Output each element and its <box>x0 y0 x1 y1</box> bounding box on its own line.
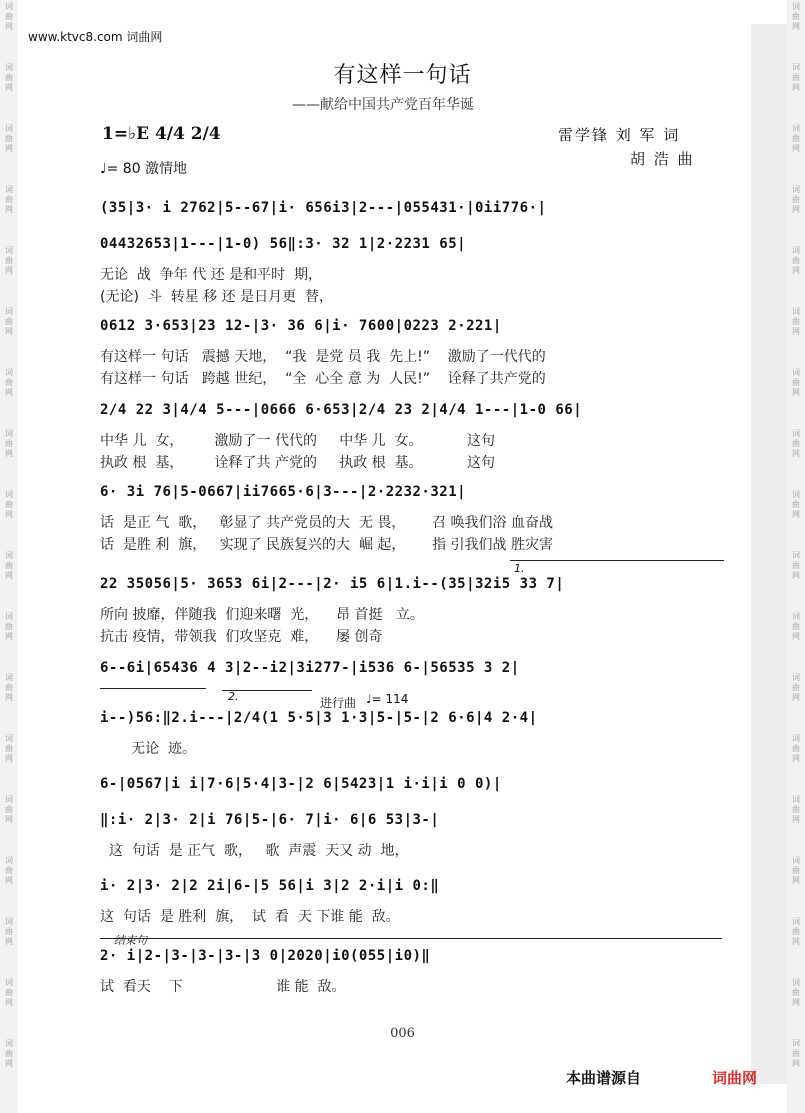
notation-line: 6-|0567|i i|7·6|5·4|3-|2 6|5423|1 i·i|i 0 0)| <box>100 776 502 792</box>
lyric-line: 无论 迹。 <box>100 741 197 757</box>
side-watermark: 词 曲 网 <box>5 856 13 885</box>
side-watermark: 词 曲 网 <box>5 368 13 397</box>
notation-line: i· 2|3· 2|2 2i|6-|5 56|i 3|2 2·i|i 0:‖ <box>100 878 440 894</box>
side-watermark: 词 曲 网 <box>5 246 13 275</box>
composer-credit: 胡 浩 曲 <box>630 150 695 168</box>
song-title: 有这样一句话 <box>333 63 472 88</box>
lyric-line: 试 看天 下 谁 能 敌。 <box>100 979 346 995</box>
side-watermark: 词 曲 网 <box>792 551 800 580</box>
notation-line: (35|3· i 2762|5--67|i· 656i3|2---|055431·|0ii776·| <box>100 200 547 216</box>
side-watermark: 词 曲 网 <box>792 185 800 214</box>
notation-line: 2/4 22 3|4/4 5---|0666 6·653|2/4 23 2|4/4 1---|1-0 66| <box>100 402 583 418</box>
notation-line: 6· 3i 76|5-0667|ii7665·6|3---|2·2232·321| <box>100 484 467 500</box>
side-watermark: 词 曲 网 <box>5 734 13 763</box>
notation-line: 22 35056|5· 3653 6i|2---|2· i5 6|1.i--(35|32i5 33 7| <box>100 576 565 592</box>
tempo-marking: ♩= 80 激情地 <box>100 161 188 177</box>
notation-line: 0612 3·653|23 12-|3· 36 6|i· 7600|0223 2·221| <box>100 318 502 334</box>
side-watermark: 词 曲 网 <box>792 795 800 824</box>
side-watermark: 词 曲 网 <box>792 2 800 31</box>
side-watermark: 词 曲 网 <box>792 368 800 397</box>
notation-line: 6--6i|65436 4 3|2--i2|3i277-|i536 6-|56535 3 2| <box>100 660 520 676</box>
source-text: 本曲谱源自 <box>566 1069 642 1087</box>
lyric-line: (无论) 斗 转星 移 还 是日月更 替， <box>100 289 333 305</box>
page-number: 006 <box>390 1026 415 1041</box>
side-watermark: 词 曲 网 <box>5 63 13 92</box>
side-watermark: 词 曲 网 <box>792 246 800 275</box>
volta-2-marker: 2. <box>228 690 239 703</box>
ending-bracket <box>100 938 722 939</box>
side-watermark: 词 曲 网 <box>792 307 800 336</box>
side-watermark: 词 曲 网 <box>792 429 800 458</box>
volta-bracket-1 <box>510 560 724 561</box>
notation-line: i--)56:‖2.i---|2/4(1 5·5|3 1·3|5-|5-|2 6·6|4 2·4| <box>100 710 538 726</box>
side-watermark: 词 曲 网 <box>792 734 800 763</box>
interlude-tempo: ♩= 114 <box>366 692 409 706</box>
side-watermark: 词 曲 网 <box>792 490 800 519</box>
side-watermark: 词 曲 网 <box>792 856 800 885</box>
song-subtitle: ——献给中国共产党百年华诞 <box>292 97 474 113</box>
side-watermark: 词 曲 网 <box>5 917 13 946</box>
lyric-line: 这 句话 是 正气 歌， 歌 声震 天又 动 地， <box>100 843 409 859</box>
interlude-label: 进行曲 <box>320 696 357 710</box>
site-logo[interactable]: 词曲网 <box>712 1069 758 1087</box>
side-watermark: 词 曲 网 <box>5 551 13 580</box>
side-watermark: 词 曲 网 <box>792 673 800 702</box>
lyric-line: 执政 根 基， 诠释了共 产党的 执政 根 基。 这句 <box>100 455 496 471</box>
side-watermark: 词 曲 网 <box>5 612 13 641</box>
side-watermark: 词 曲 网 <box>5 307 13 336</box>
volta-1-marker: 1. <box>514 562 525 575</box>
lyric-line: 有这样一 句话 震撼 天地， “我 是党 员 我 先上!” 激励了一代代的 <box>100 349 546 365</box>
notation-line: 04432653|1---|1-0) 56‖:3· 32 1|2·2231 65| <box>100 236 467 252</box>
lyricist-credit: 雷学锋 刘 军 词 <box>558 126 681 144</box>
side-watermark: 词 曲 网 <box>5 490 13 519</box>
lyric-line: 无论 战 争年 代 还 是和平时 期， <box>100 267 323 283</box>
side-watermark: 词 曲 网 <box>5 124 13 153</box>
side-watermark: 词 曲 网 <box>5 185 13 214</box>
side-watermark: 词 曲 网 <box>5 795 13 824</box>
side-watermark: 词 曲 网 <box>5 429 13 458</box>
side-watermark: 词 曲 网 <box>5 2 13 31</box>
side-watermark: 词 曲 网 <box>5 1039 13 1068</box>
lyric-line: 话 是胜 利 旗， 实现了 民族复兴的大 崛 起， 指 引我们战 胜灾害 <box>100 537 554 553</box>
lyric-line: 抗击 疫情，带领我 们攻坚克 难， 屡 创奇 <box>100 629 383 645</box>
side-watermark: 词 曲 网 <box>792 978 800 1007</box>
notation-line: ‖:i· 2|3· 2|i 76|5-|6· 7|i· 6|6 53|3-| <box>100 812 440 828</box>
side-watermark: 词 曲 网 <box>5 673 13 702</box>
ending-label: 结束句 <box>114 934 147 947</box>
side-watermark: 词 曲 网 <box>792 124 800 153</box>
side-watermark: 词 曲 网 <box>792 917 800 946</box>
right-shadow-panel <box>751 24 787 1084</box>
side-watermark: 词 曲 网 <box>792 63 800 92</box>
lyric-line: 话 是正 气 歌， 彰显了 共产党员的大 无 畏， 召 唤我们浴 血奋战 <box>100 515 554 531</box>
lyric-line: 所向 披靡，伴随我 们迎来曙 光， 昂 首挺 立。 <box>100 607 424 623</box>
site-url[interactable]: www.ktvc8.com 词曲网 <box>28 30 163 44</box>
side-watermark: 词 曲 网 <box>5 978 13 1007</box>
lyric-line: 中华 儿 女， 激励了一 代代的 中华 儿 女。 这句 <box>100 433 496 449</box>
lyric-line: 有这样一 句话 跨越 世纪， “全 心全 意 为 人民!” 诠释了共产党的 <box>100 371 546 387</box>
side-watermark: 词 曲 网 <box>792 612 800 641</box>
lyric-line: 这 句话 是 胜利 旗， 试 看 天 下谁 能 敌。 <box>100 909 400 925</box>
notation-line: 2· i|2-|3-|3-|3-|3 0|2020|i0(055|i0)‖ <box>100 948 431 964</box>
volta-bracket-end <box>100 688 206 689</box>
key-signature: 1=♭E 4/4 2/4 <box>102 124 221 144</box>
side-watermark: 词 曲 网 <box>792 1039 800 1068</box>
